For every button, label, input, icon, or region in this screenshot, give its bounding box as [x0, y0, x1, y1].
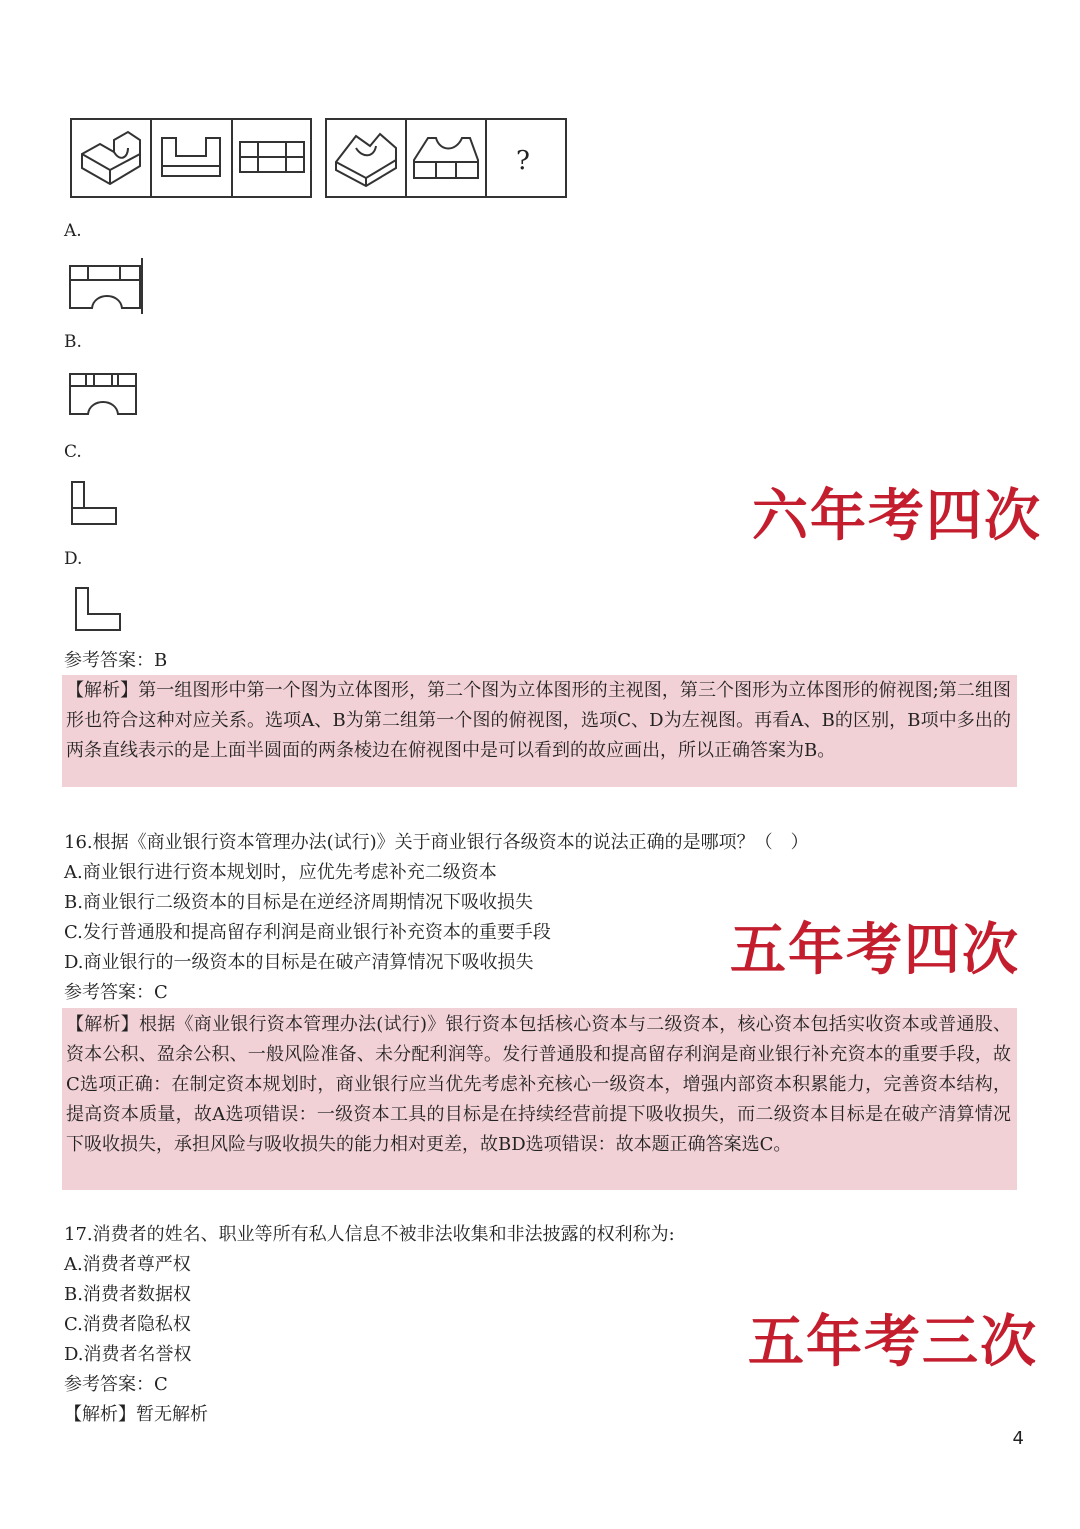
option-a-label: A. — [64, 221, 82, 241]
option-d-label: D. — [64, 549, 83, 569]
front-view-1-icon — [162, 138, 220, 176]
question-figure-strip — [70, 118, 570, 200]
page-number: 4 — [1012, 1428, 1024, 1449]
solid-figure-1-icon — [82, 132, 140, 184]
q17-analysis: 【解析】暂无解析 — [64, 1404, 208, 1425]
q16-analysis-text: 【解析】根据《商业银行资本管理办法(试行)》银行资本包括核心资本与二级资本，核心资本包括实收资本或普通股、资本公积、盈余公积、一般风险准备、未分配利润等。发行普通股和提高留存利润是商业银行补充资本的重要手段，故C选项正确：在制定资本规划时，商业银行应当优先考虑补充核心一级资本，增强内部资本积累能力，完善资本结构，提高资本质量，故A选项错误：一级资本工具的目标是在持续经营前提下吸收损失，而二级资本目标是在破产清算情况下吸收损失，承担风险与吸收损失的能力相对更差，故BD选项错误：故本题正确答案选C。 — [66, 1014, 1011, 1155]
option-d-figure-icon — [72, 584, 128, 634]
q15-analysis-box — [62, 675, 1017, 787]
q16-option-b: B.商业银行二级资本的目标是在逆经济周期情况下吸收损失 — [64, 892, 533, 913]
q16-analysis-box — [62, 1008, 1017, 1190]
option-c-label: C. — [64, 442, 82, 462]
frequency-stamp-3: 五年考三次 — [748, 1310, 1038, 1375]
q16-question: 16.根据《商业银行资本管理办法(试行)》关于商业银行各级资本的说法正确的是哪项？（ ） — [64, 832, 809, 853]
option-a-figure-icon — [68, 256, 144, 316]
q17-question: 17.消费者的姓名、职业等所有私人信息不被非法收集和非法披露的权利称为: — [64, 1224, 675, 1245]
option-c-figure-icon — [68, 478, 124, 528]
q15-analysis-text: 【解析】第一组图形中第一个图为立体图形，第二个图为立体图形的主视图，第三个图形为立体图形的俯视图;第二组图形也符合这种对应关系。选项A、B为第二组第一个图的俯视图，选项C、D为左视图。再看A、B的区别，B项中多出的两条直线表示的是上面半圆面的两条棱边在俯视图中是可以看到的故应画出，所以正确答案为B。 — [66, 680, 1011, 761]
frequency-stamp-2: 五年考四次 — [730, 918, 1020, 983]
q16-answer: 参考答案：C — [64, 982, 168, 1003]
question-mark: ? — [516, 146, 530, 176]
q16-option-a: A.商业银行进行资本规划时，应优先考虑补充二级资本 — [64, 862, 497, 883]
q17-option-d: D.消费者名誉权 — [64, 1344, 192, 1365]
q15-answer: 参考答案：B — [64, 650, 168, 671]
top-view-1-icon — [240, 142, 304, 172]
q17-option-c: C.消费者隐私权 — [64, 1314, 191, 1335]
q17-option-a: A.消费者尊严权 — [64, 1254, 191, 1275]
solid-figure-2-icon — [336, 134, 396, 186]
q17-answer: 参考答案：C — [64, 1374, 168, 1395]
frequency-stamp-1: 六年考四次 — [752, 484, 1042, 549]
option-b-label: B. — [64, 332, 82, 352]
q16-option-d: D.商业银行的一级资本的目标是在破产清算情况下吸收损失 — [64, 952, 534, 973]
q16-option-c: C.发行普通股和提高留存利润是商业银行补充资本的重要手段 — [64, 922, 551, 943]
front-view-2-icon — [414, 138, 478, 178]
option-b-figure-icon — [68, 364, 140, 420]
q17-option-b: B.消费者数据权 — [64, 1284, 191, 1305]
